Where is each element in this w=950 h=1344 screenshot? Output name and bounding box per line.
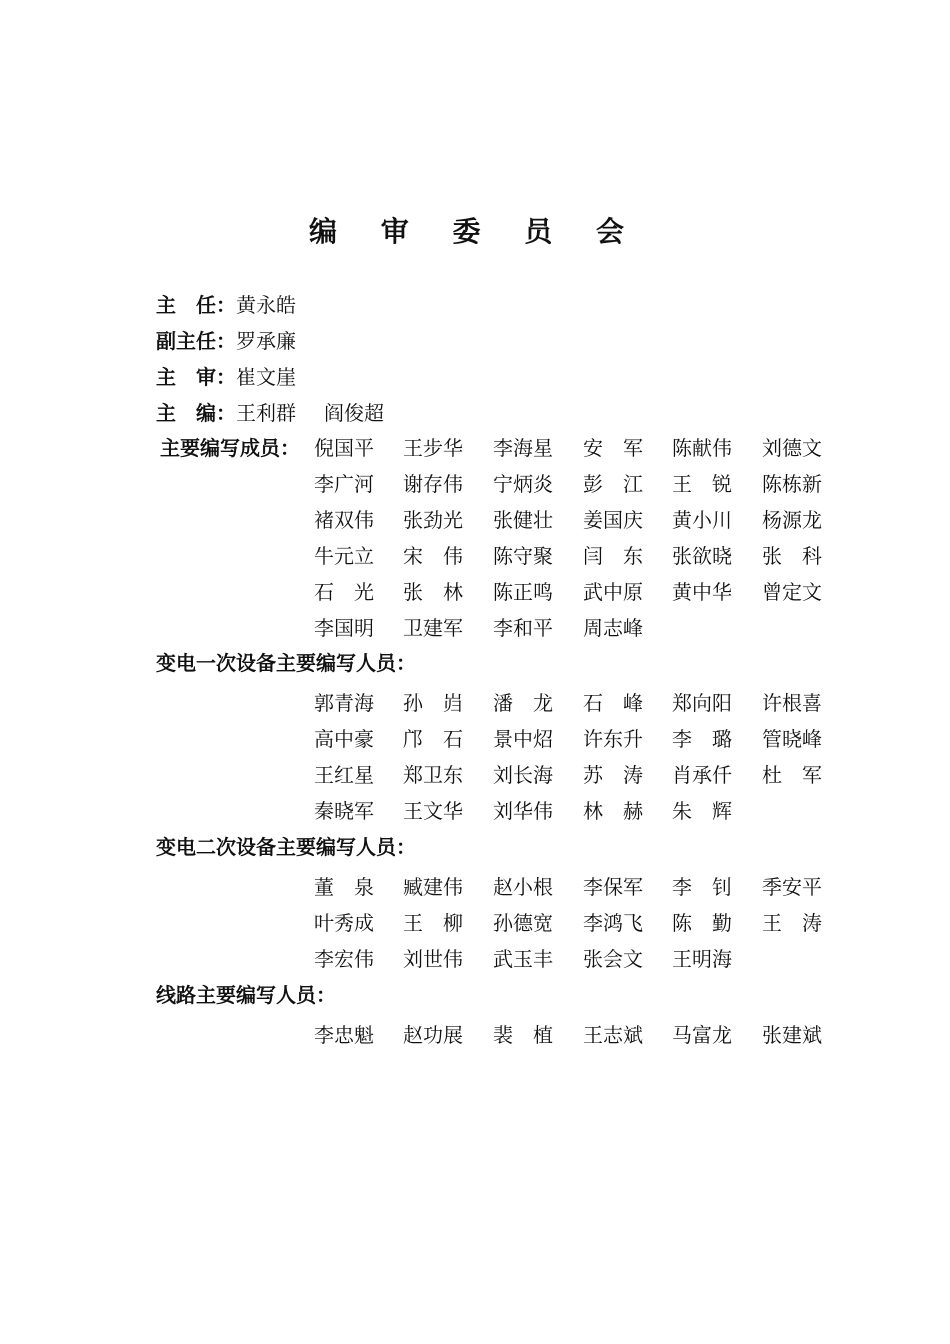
person-name: 卫建军 [403,616,463,640]
person-name: 陈正鸣 [493,580,553,604]
person-name: 倪国平 [314,436,374,460]
person-name: 石 光 [314,580,374,604]
role-names: 罗承廉 [236,329,296,353]
person-name: 张 林 [403,580,463,604]
person-name: 裴 植 [493,1023,553,1047]
person-name: 刘德文 [762,436,822,460]
secondary-equipment-label: 变电二次设备主要编写人员： [156,835,416,859]
person-name: 王 锐 [672,472,732,496]
person-name: 肖承仟 [672,763,732,787]
person-name: 褚双伟 [314,508,374,532]
person-name: 王红星 [314,763,374,787]
person-name: 邝 石 [403,727,463,751]
person-name: 刘长海 [493,763,553,787]
person-name: 高中豪 [314,727,374,751]
person-name: 陈守聚 [493,544,553,568]
person-name: 谢存伟 [403,472,463,496]
main-writers-label: 主要编写成员： [160,436,300,460]
person-name: 孙 岿 [403,691,463,715]
person-name: 武玉丰 [493,947,553,971]
role-chief-reviewer: 主审：崔文崖 [156,359,324,395]
name-row [314,941,834,977]
person-name: 张 科 [762,544,822,568]
person-name: 郑向阳 [672,691,732,715]
primary-equipment-label: 变电一次设备主要编写人员： [156,651,416,675]
person-name: 季安平 [762,875,822,899]
person-name: 朱 辉 [672,799,732,823]
person-name: 管晓峰 [762,727,822,751]
name-row [314,610,834,646]
person-name: 董 泉 [314,875,374,899]
role-names: 崔文崖 [236,365,296,389]
person-name: 赵小根 [493,875,553,899]
person-name: 黄小川 [672,508,732,532]
person-name: 彭 江 [583,472,643,496]
person-name: 闫 东 [583,544,643,568]
person-name: 刘世伟 [403,947,463,971]
role-names: 黄永皓 [236,293,296,317]
person-name: 郑卫东 [403,763,463,787]
person-name: 王步华 [403,436,463,460]
name-row [314,538,834,574]
person-name: 曾定文 [762,580,822,604]
secondary-equipment-grid [314,869,834,977]
person-name: 苏 涛 [583,763,643,787]
person-name: 林 赫 [583,799,643,823]
person-name: 李鸿飞 [583,911,643,935]
person-name: 叶秀成 [314,911,374,935]
person-name: 张建斌 [762,1023,822,1047]
page-title: 编 审 委 员 会 [309,215,641,248]
person-name: 赵功展 [403,1023,463,1047]
name-row [314,466,834,502]
person-name: 许东升 [583,727,643,751]
person-name: 武中原 [583,580,643,604]
person-name: 陈 勤 [672,911,732,935]
person-name: 安 军 [583,436,643,460]
person-name: 王文华 [403,799,463,823]
person-name: 牛元立 [314,544,374,568]
role-chief-editor: 主编：王利群 阎俊超 [156,395,412,431]
person-name: 臧建伟 [403,875,463,899]
person-name: 李和平 [493,616,553,640]
person-name: 李 璐 [672,727,732,751]
person-name: 张劲光 [403,508,463,532]
person-name: 马富龙 [672,1023,732,1047]
name-row [314,685,834,721]
name-row [314,793,834,829]
person-name: 黄中华 [672,580,732,604]
name-row [314,430,834,466]
person-name: 宁炳炎 [493,472,553,496]
person-name: 李忠魁 [314,1023,374,1047]
role-names: 王利群 阎俊超 [236,401,384,425]
person-name: 姜国庆 [583,508,643,532]
name-row [314,905,834,941]
person-name: 许根喜 [762,691,822,715]
name-row [314,721,834,757]
name-row [314,869,834,905]
person-name: 李宏伟 [314,947,374,971]
name-row [314,502,834,538]
person-name: 李保军 [583,875,643,899]
person-name: 潘 龙 [493,691,553,715]
person-name: 王明海 [672,947,732,971]
person-name: 王志斌 [583,1023,643,1047]
line-writers-label: 线路主要编写人员： [156,983,336,1007]
person-name: 杜 军 [762,763,822,787]
person-name: 景中炤 [493,727,553,751]
person-name: 张会文 [583,947,643,971]
person-name: 王 涛 [762,911,822,935]
person-name: 李海星 [493,436,553,460]
person-name: 石 峰 [583,691,643,715]
name-row [314,574,834,610]
role-label: 主编 [156,401,216,425]
person-name: 王 柳 [403,911,463,935]
main-writers-grid [314,430,834,646]
person-name: 陈栋新 [762,472,822,496]
role-deputy-director: 副主任：罗承廉 [156,323,324,359]
person-name: 张欲晓 [672,544,732,568]
person-name: 刘华伟 [493,799,553,823]
primary-equipment-grid [314,685,834,829]
person-name: 陈献伟 [672,436,732,460]
role-label: 主任 [156,293,216,317]
person-name: 宋 伟 [403,544,463,568]
person-name: 杨源龙 [762,508,822,532]
name-row [314,1017,834,1053]
person-name: 李国明 [314,616,374,640]
role-director: 主任：黄永皓 [156,287,324,323]
person-name: 李 钊 [672,875,732,899]
person-name: 孙德宽 [493,911,553,935]
person-name: 李广河 [314,472,374,496]
person-name: 张健壮 [493,508,553,532]
name-row [314,757,834,793]
person-name: 周志峰 [583,616,643,640]
role-label: 副主任 [156,329,216,353]
person-name: 秦晓军 [314,799,374,823]
role-label: 主审 [156,365,216,389]
line-writers-grid [314,1017,834,1053]
person-name: 郭青海 [314,691,374,715]
